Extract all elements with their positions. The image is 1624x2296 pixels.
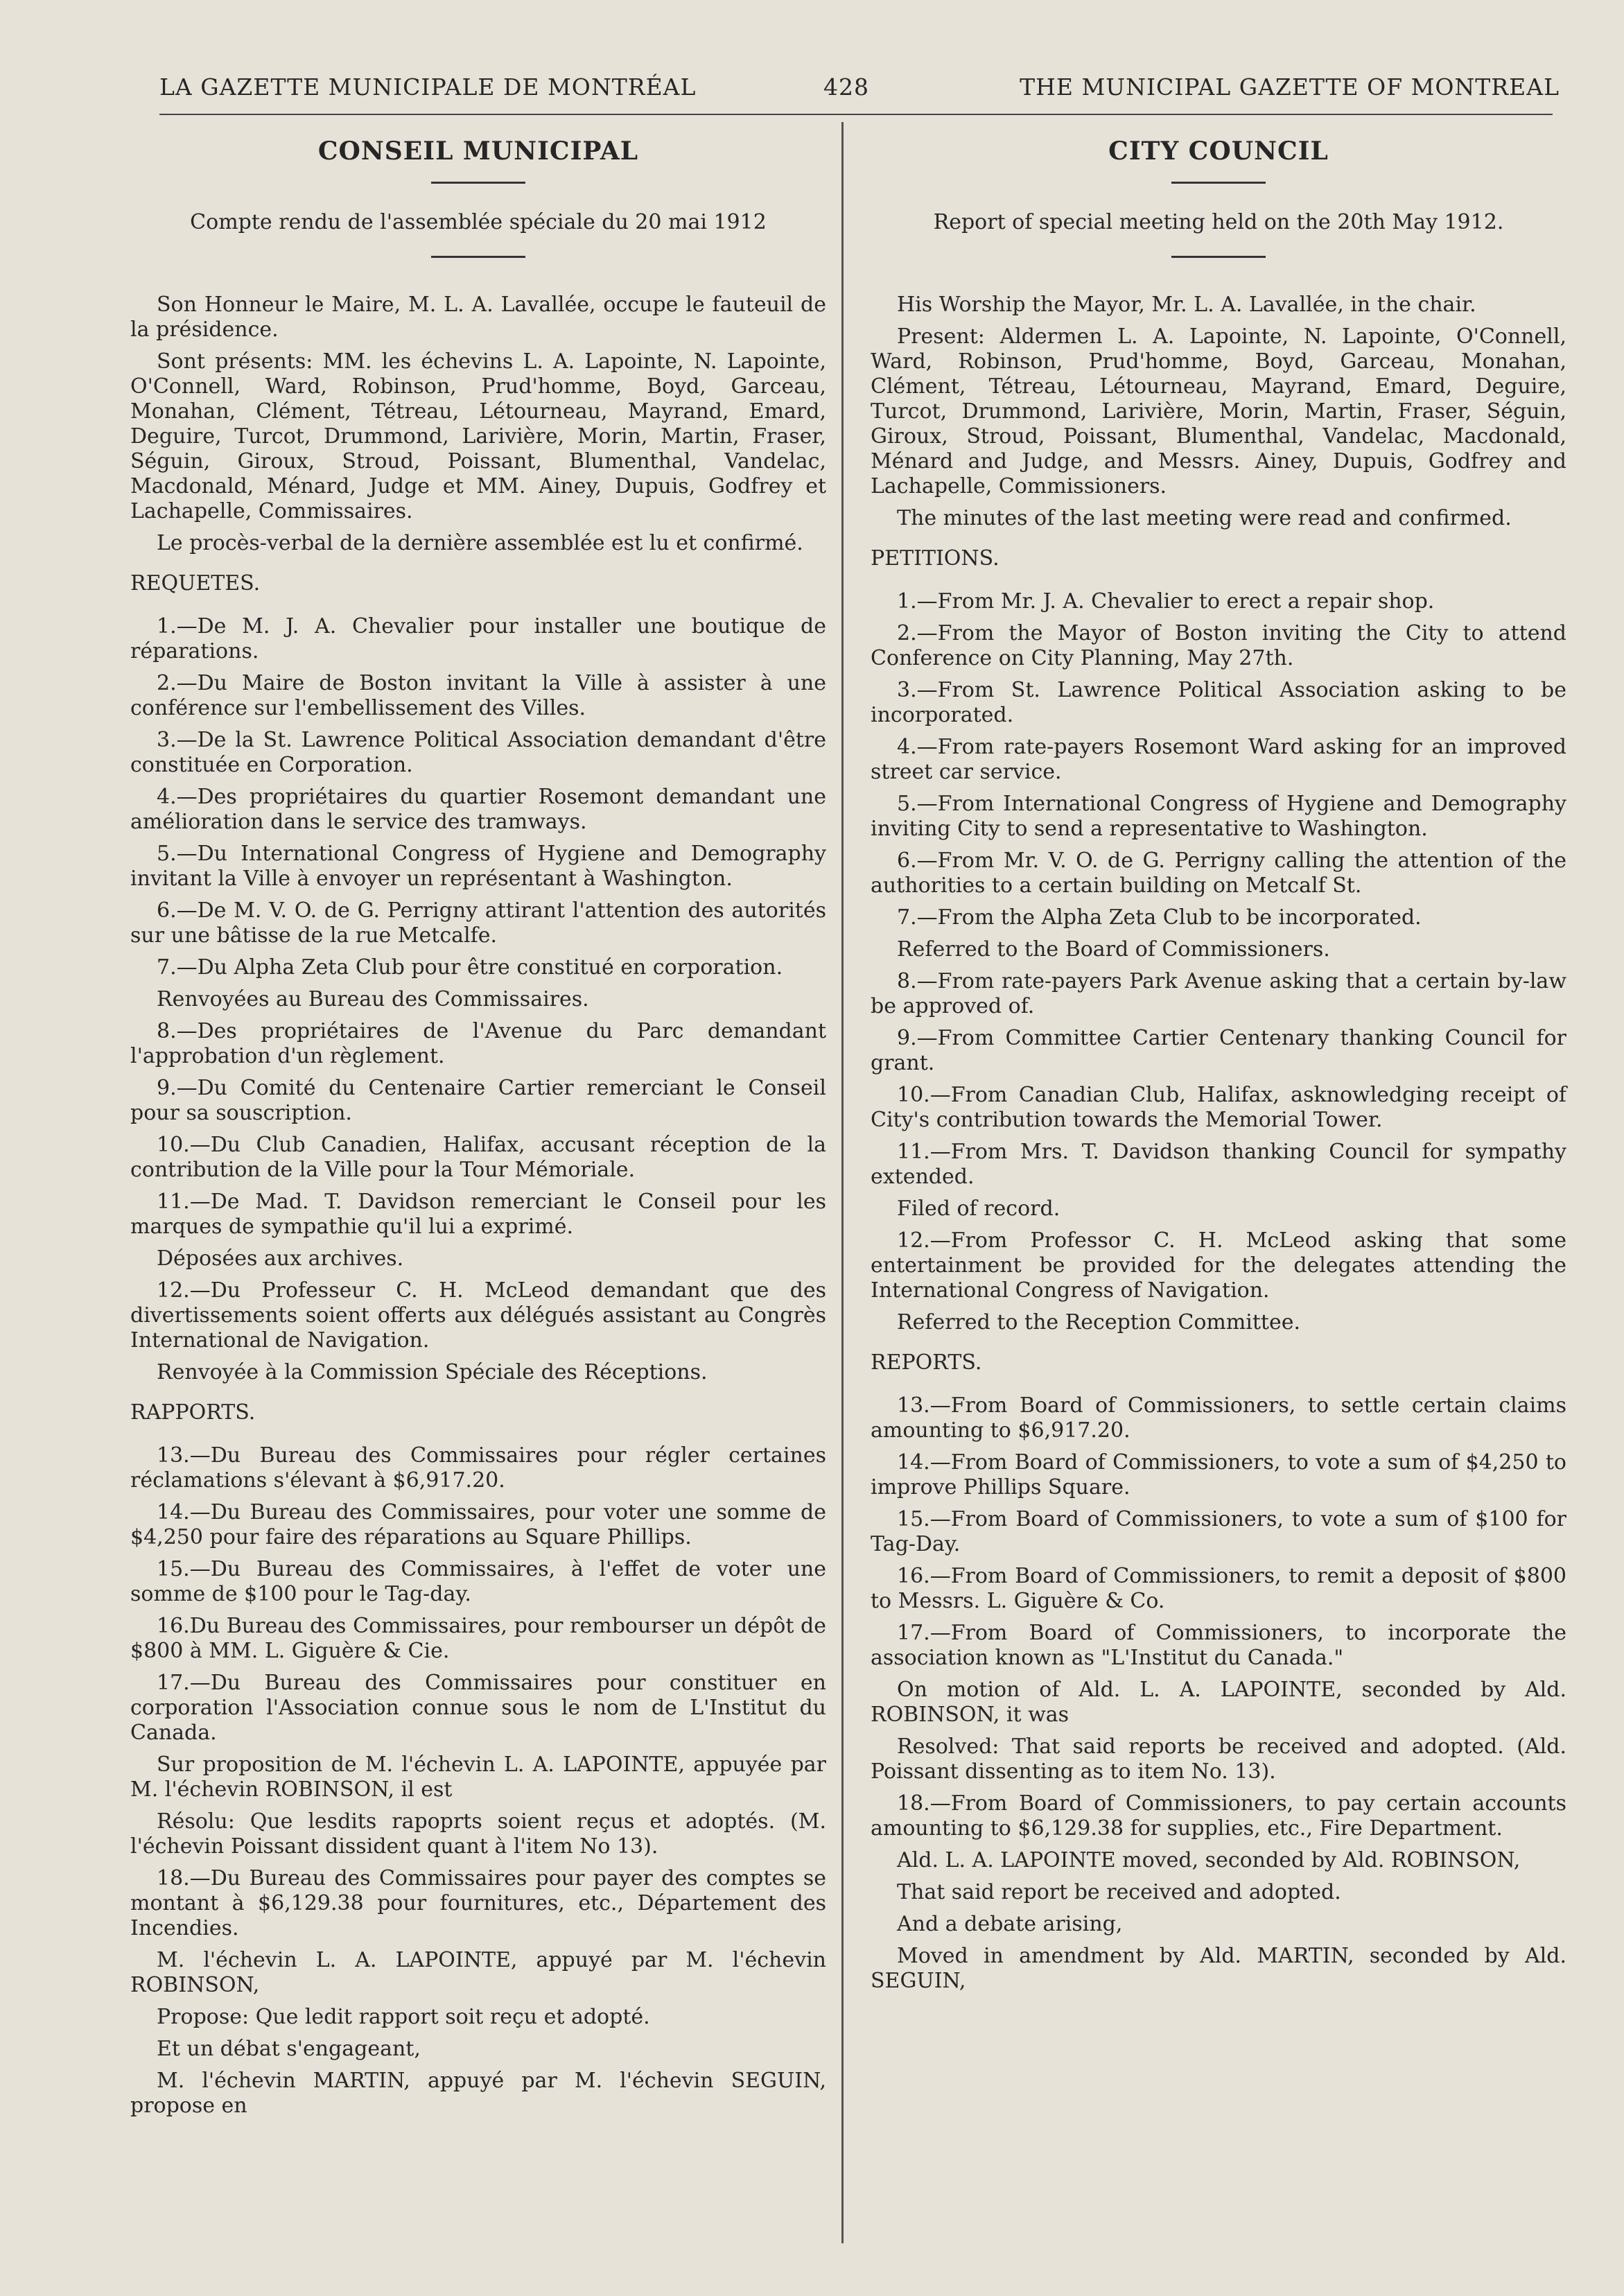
english-petition: 12.—From Professor C. H. McLeod asking that some entertainment be provided for the delegates attending the International Congress of Navigation. — [871, 1228, 1566, 1303]
english-petition: 11.—From Mrs. T. Davidson thanking Council for sympathy extended. — [871, 1140, 1566, 1189]
french-requete: 3.—De la St. Lawrence Political Association demandant d'être constituée en Corporation. — [130, 728, 826, 777]
french-rapport: 17.—Du Bureau des Commissaires pour constituer en corporation l'Association connue sous le nom de L'Institut du Canada. — [130, 1671, 826, 1745]
header-rule — [159, 114, 1553, 115]
french-rapport: 15.—Du Bureau des Commissaires, à l'effet de voter une somme de $100 pour le Tag-day. — [130, 1557, 826, 1606]
english-petition: 4.—From rate-payers Rosemont Ward asking for an improved street car service. — [871, 735, 1566, 784]
french-requete: Déposées aux archives. — [157, 1246, 404, 1271]
french-requete: 9.—Du Comité du Centenaire Cartier remerciant le Conseil pour sa souscription. — [130, 1076, 826, 1125]
english-report: 13.—From Board of Commissioners, to settle certain claims amounting to $6,917.20. — [871, 1393, 1566, 1443]
french-paragraph: Sont présents: MM. les échevins L. A. Lapointe, N. Lapointe, O'Connell, Ward, Robinson, Prud'homme, Boyd, Garceau, Monahan, Clément, Tétreau, Létourneau, Mayrand, Emard, Deguire, Turcot, Drummond, Larivière, Morin, Martin, Fraser, Séguin, Giroux, Stroud, Poissant, Blumenthal, Vandelac, Macdonald, Ménard, Judge et MM. Ainey, Dupuis, Godfrey et Lachapelle, Commissaires. — [130, 349, 826, 523]
english-petition: 3.—From St. Lawrence Political Association asking to be incorporated. — [871, 678, 1566, 727]
header-english-title: THE MUNICIPAL GAZETTE OF MONTREAL — [1020, 73, 1560, 101]
french-rapport: M. l'échevin L. A. LAPOINTE, appuyé par M. l'échevin ROBINSON, — [130, 1948, 826, 1997]
english-title-rule — [1171, 182, 1266, 184]
english-report: 18.—From Board of Commissioners, to pay certain accounts amounting to $6,129.38 for supplies, etc., Fire Department. — [871, 1791, 1566, 1841]
english-petition: 5.—From International Congress of Hygiene and Demography inviting City to send a representative to Washington. — [871, 792, 1566, 841]
french-title-rule — [431, 182, 525, 184]
page-number: 428 — [823, 73, 869, 101]
english-report: Ald. L. A. LAPOINTE moved, seconded by Ald. ROBINSON, — [897, 1848, 1521, 1872]
french-requete: 6.—De M. V. O. de G. Perrigny attirant l'attention des autorités sur une bâtisse de la rue Metcalfe. — [130, 898, 826, 948]
english-petition: 9.—From Committee Cartier Centenary thanking Council for grant. — [871, 1026, 1566, 1075]
header-french-title: LA GAZETTE MUNICIPALE DE MONTRÉAL — [159, 73, 697, 101]
french-rapport: 18.—Du Bureau des Commissaires pour payer des comptes se montant à $6,129.38 pour fournitures, etc., Département des Incendies. — [130, 1866, 826, 1940]
french-requete: Renvoyée à la Commission Spéciale des Réceptions. — [157, 1360, 708, 1384]
english-reports-heading: REPORTS. — [871, 1350, 982, 1375]
french-rapport: 16.Du Bureau des Commissaires, pour rembourser un dépôt de $800 à MM. L. Giguère & Cie. — [130, 1614, 826, 1663]
french-requete: 1.—De M. J. A. Chevalier pour installer une boutique de réparations. — [130, 614, 826, 663]
english-petition: Referred to the Reception Committee. — [897, 1310, 1301, 1334]
french-rapport: Sur proposition de M. l'échevin L. A. LAPOINTE, appuyée par M. l'échevin ROBINSON, il est — [130, 1753, 826, 1802]
english-petition: 8.—From rate-payers Park Avenue asking that a certain by-law be approved of. — [871, 969, 1566, 1018]
french-paragraph: Le procès-verbal de la dernière assemblée est lu et confirmé. — [157, 531, 803, 555]
french-rapport: 13.—Du Bureau des Commissaires pour régler certaines réclamations s'élevant à $6,917.20. — [130, 1443, 826, 1493]
english-paragraph: His Worship the Mayor, Mr. L. A. Lavallée, in the chair. — [897, 293, 1476, 317]
english-column — [871, 132, 1566, 2001]
english-petition: 6.—From Mr. V. O. de G. Perrigny calling the attention of the authorities to a certain building on Metcalf St. — [871, 849, 1566, 898]
french-title: CONSEIL MUNICIPAL — [317, 137, 639, 166]
french-requetes-heading: REQUETES. — [130, 571, 261, 595]
english-report: That said report be received and adopted. — [897, 1880, 1341, 1904]
page-header — [159, 64, 1566, 112]
french-requete: 10.—Du Club Canadien, Halifax, accusant réception de la contribution de la Ville pour la Tour Mémoriale. — [130, 1133, 826, 1182]
french-requete: 5.—Du International Congress of Hygiene and Demography invitant la Ville à envoyer un représentant à Washington. — [130, 842, 826, 891]
english-report: And a debate arising, — [897, 1912, 1123, 1936]
french-subtitle-rule — [431, 256, 525, 258]
french-requete: 11.—De Mad. T. Davidson remerciant le Conseil pour les marques de sympathie qu'il lui a exprimé. — [130, 1190, 826, 1239]
french-rapport: 14.—Du Bureau des Commissaires, pour voter une somme de $4,250 pour faire des réparations au Square Phillips. — [130, 1500, 826, 1549]
french-rapport: M. l'échevin MARTIN, appuyé par M. l'échevin SEGUIN, propose en — [130, 2069, 826, 2118]
french-requete: 4.—Des propriétaires du quartier Rosemont demandant une amélioration dans le service des tramways. — [130, 785, 826, 834]
english-report: Moved in amendment by Ald. MARTIN, seconded by Ald. SEGUIN, — [871, 1944, 1566, 1993]
column-divider — [841, 122, 844, 2243]
english-subtitle-rule — [1171, 256, 1266, 258]
french-subtitle: Compte rendu de l'assemblée spéciale du 20 mai 1912 — [190, 210, 767, 234]
english-petition: 2.—From the Mayor of Boston inviting the City to attend Conference on City Planning, May 27th. — [871, 621, 1566, 670]
french-rapport: Et un débat s'engageant, — [157, 2037, 421, 2061]
french-paragraph: Son Honneur le Maire, M. L. A. Lavallée, occupe le fauteuil de la présidence. — [130, 293, 826, 342]
french-rapports-heading: RAPPORTS. — [130, 1400, 256, 1425]
english-paragraph: Present: Aldermen L. A. Lapointe, N. Lapointe, O'Connell, Ward, Robinson, Prud'homme, Boyd, Garceau, Monahan, Clément, Tétreau, Létourneau, Mayrand, Emard, Deguire, Turcot, Drummond, Larivière, Morin, Martin, Fraser, Séguin, Giroux, Stroud, Poissant, Blumenthal, Vandelac, Macdonald, Ménard and Judge, and Messrs. Ainey, Dupuis, Godfrey and Lachapelle, Commissioners. — [871, 324, 1566, 498]
french-requete: 12.—Du Professeur C. H. McLeod demandant que des divertissements soient offerts aux délégués assistant au Congrès International de Navigation. — [130, 1278, 826, 1353]
english-petition: 10.—From Canadian Club, Halifax, asknowledging receipt of City's contribution towards the Memorial Tower. — [871, 1083, 1566, 1132]
french-rapport: Propose: Que ledit rapport soit reçu et adopté. — [157, 2005, 650, 2029]
english-report: Resolved: That said reports be received and adopted. (Ald. Poissant dissenting as to item No. 13). — [871, 1734, 1566, 1784]
french-requete: 8.—Des propriétaires de l'Avenue du Parc demandant l'approbation d'un règlement. — [130, 1019, 826, 1068]
english-report: 17.—From Board of Commissioners, to incorporate the association known as "L'Institut du Canada." — [871, 1621, 1566, 1670]
english-petitions-heading: PETITIONS. — [871, 546, 999, 571]
english-title: CITY COUNCIL — [1108, 137, 1329, 166]
french-requete: 7.—Du Alpha Zeta Club pour être constitué en corporation. — [157, 955, 783, 980]
french-requete: Renvoyées au Bureau des Commissaires. — [157, 987, 589, 1011]
english-report: 15.—From Board of Commissioners, to vote a sum of $100 for Tag-Day. — [871, 1507, 1566, 1556]
english-subtitle: Report of special meeting held on the 20th May 1912. — [933, 210, 1504, 234]
french-rapport: Résolu: Que lesdits rapoprts soient reçus et adoptés. (M. l'échevin Poissant dissident quant à l'item No 13). — [130, 1809, 826, 1859]
english-petition: Referred to the Board of Commissioners. — [897, 937, 1330, 962]
french-requete: 2.—Du Maire de Boston invitant la Ville à assister à une conférence sur l'embellissement des Villes. — [130, 671, 826, 720]
english-report: On motion of Ald. L. A. LAPOINTE, seconded by Ald. ROBINSON, it was — [871, 1678, 1566, 1727]
french-column — [130, 132, 826, 2125]
english-report: 14.—From Board of Commissioners, to vote a sum of $4,250 to improve Phillips Square. — [871, 1450, 1566, 1499]
english-petition: 1.—From Mr. J. A. Chevalier to erect a repair shop. — [897, 589, 1435, 614]
english-petition: Filed of record. — [897, 1197, 1060, 1221]
english-petition: 7.—From the Alpha Zeta Club to be incorporated. — [897, 905, 1422, 930]
english-report: 16.—From Board of Commissioners, to remit a deposit of $800 to Messrs. L. Giguère & Co. — [871, 1564, 1566, 1613]
english-paragraph: The minutes of the last meeting were read and confirmed. — [897, 506, 1512, 530]
